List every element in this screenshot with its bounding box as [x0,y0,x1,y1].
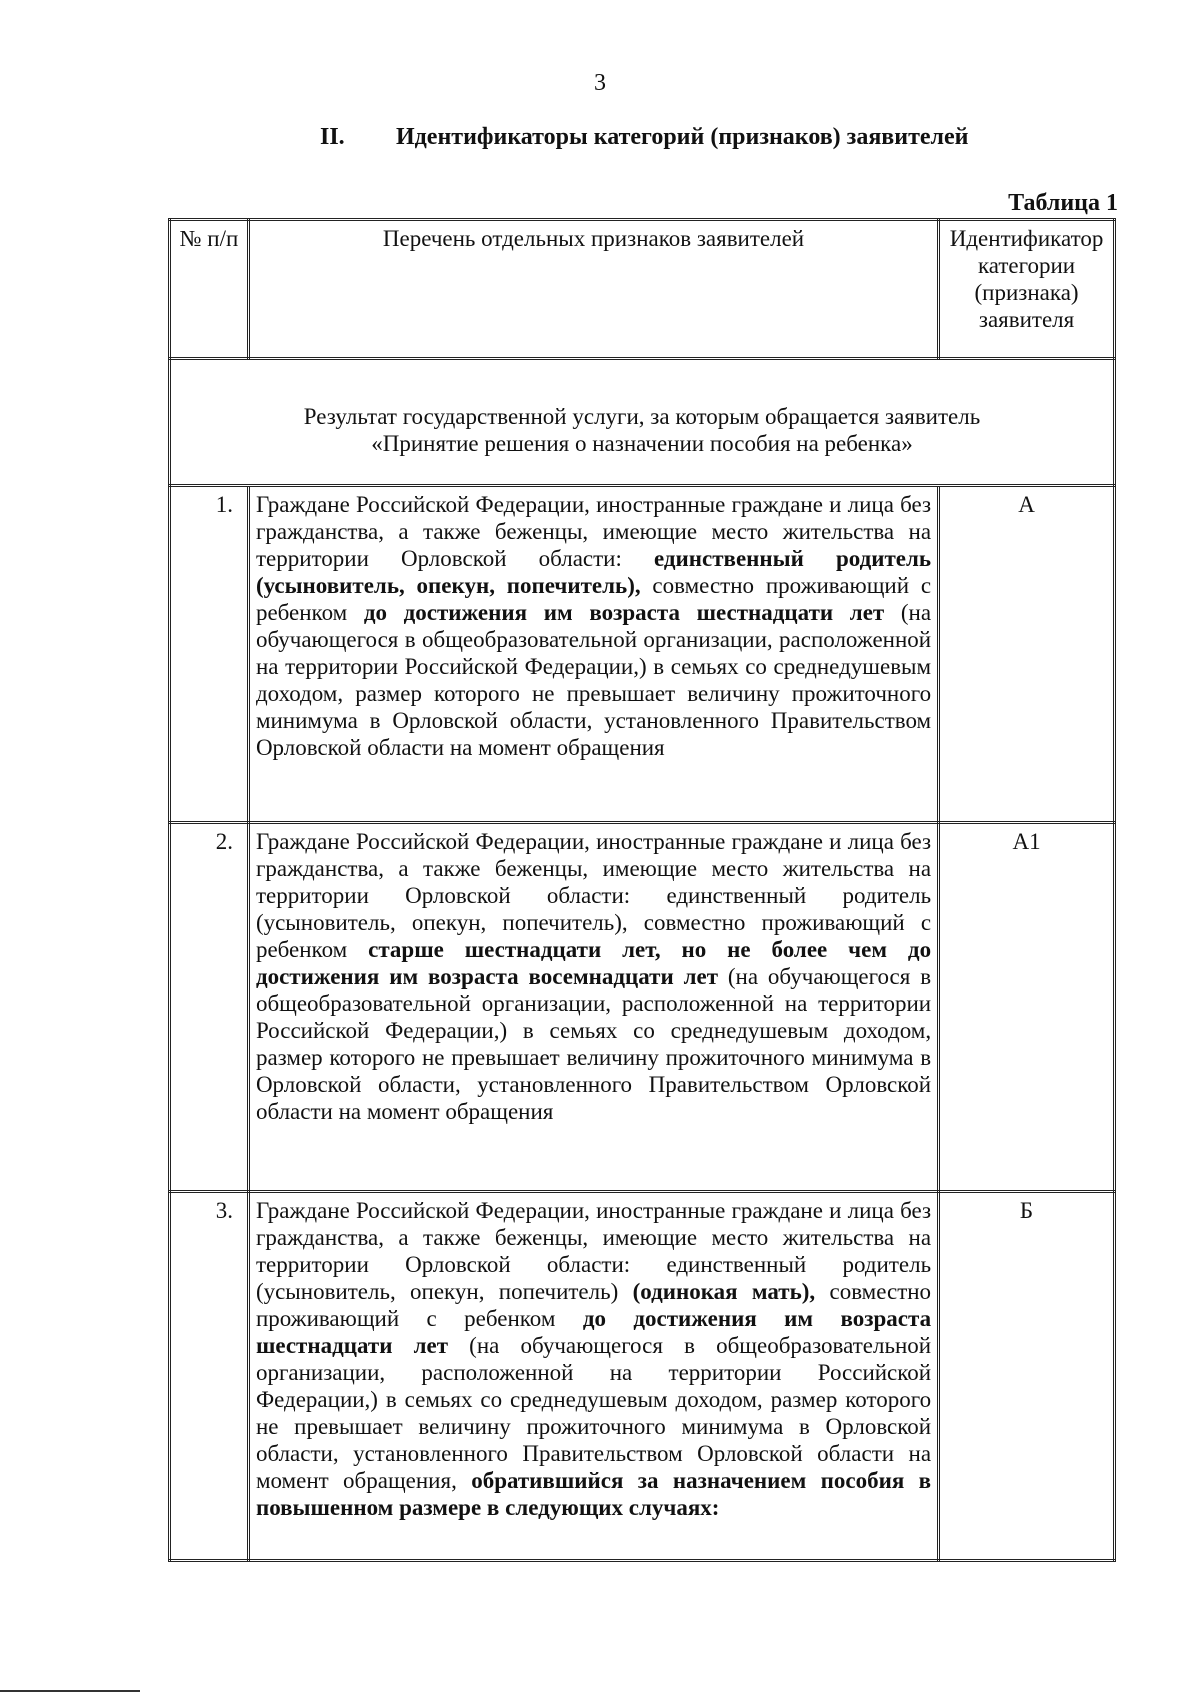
bold-span: до достижения им возраста шестнадцати лет [255,1306,932,1358]
text-span: (на обучающегося в общеобразовательной организации, расположенной на территории Российской Федерации,) в семьях со среднедушевым доходом, размер которого не превышает величину прожиточного минимума в Орловской области, установленного Правительством Орловской области на момент обращения [255,600,932,760]
applicant-categories-table [168,218,1116,1562]
text-span: Граждане Российской Федерации, иностранные граждане и лица без гражданства, а также беженцы, имеющие место жительства на территории Орловской области: единственный родитель (усыновитель, опекун, попечитель) [255,1198,932,1304]
row-identifier: А1 [939,823,1115,1192]
footer-divider [0,1690,140,1692]
table-header-row [170,220,1115,359]
service-result-cell [170,359,1115,486]
row-description [248,823,938,1192]
bold-span: единственный родитель (усыновитель, опекун, попечитель), [255,546,932,598]
text-span: (на обучающегося в общеобразовательной организации, расположенной на территории Российской Федерации,) в семьях со среднедушевым доходом, размер которого не превышает величину прожиточного минимума в Орловской области, установленного Правительством Орловской области на момент обращения [255,964,932,1124]
section-number: II. [320,124,345,150]
table-row [170,823,1115,1192]
header-num: № п/п [170,220,249,359]
table-caption: Таблица 1 [1008,190,1118,216]
text-span: Граждане Российской Федерации, иностранные граждане и лица без гражданства, а также беженцы, имеющие место жительства на территории Орловской области: единственный родитель (усыновитель, опекун, попечитель), совместно проживающий с ребенком [255,829,932,962]
row-number: 3. [170,1192,249,1561]
bold-span: до достижения им возраста шестнадцати лет [363,600,885,625]
text-span: совместно проживающий с ребенком [255,1279,932,1331]
table-row [170,486,1115,823]
section-title: Идентификаторы категорий (признаков) заявителей [396,124,969,150]
row-number: 1. [170,486,249,823]
table-row [170,1192,1115,1561]
header-id: Идентификатор категории (признака) заявителя [939,220,1115,359]
page-number: 3 [594,70,606,96]
section-heading [320,124,968,151]
text-span: (на обучающегося в общеобразовательной организации, расположенной на территории Российской Федерации,) в семьях со среднедушевым доходом, размер которого не превышает величину прожиточного минимума в Орловской области, установленного Правительством Орловской области на момент обращения, [255,1333,932,1493]
service-result-line: Результат государственной услуги, за которым обращается заявитель [303,404,981,429]
service-result-row [170,359,1115,486]
header-list: Перечень отдельных признаков заявителей [248,220,938,359]
bold-span: (одинокая мать), [632,1279,816,1304]
row-description [248,486,938,823]
service-name-line: «Принятие решения о назначении пособия на ребенка» [371,431,913,456]
row-identifier: А [939,486,1115,823]
row-identifier: Б [939,1192,1115,1561]
bold-span: обратившийся за назначением пособия в повышенном размере в следующих случаях: [255,1468,932,1520]
row-number: 2. [170,823,249,1192]
row-description [248,1192,938,1561]
text-span: совместно проживающий с ребенком [255,573,932,625]
bold-span: старше шестнадцати лет, но не более чем до достижения им возраста восемнадцати лет [255,937,932,989]
text-span: Граждане Российской Федерации, иностранные граждане и лица без гражданства, а также беженцы, имеющие место жительства на территории Орловской области: [255,492,932,571]
